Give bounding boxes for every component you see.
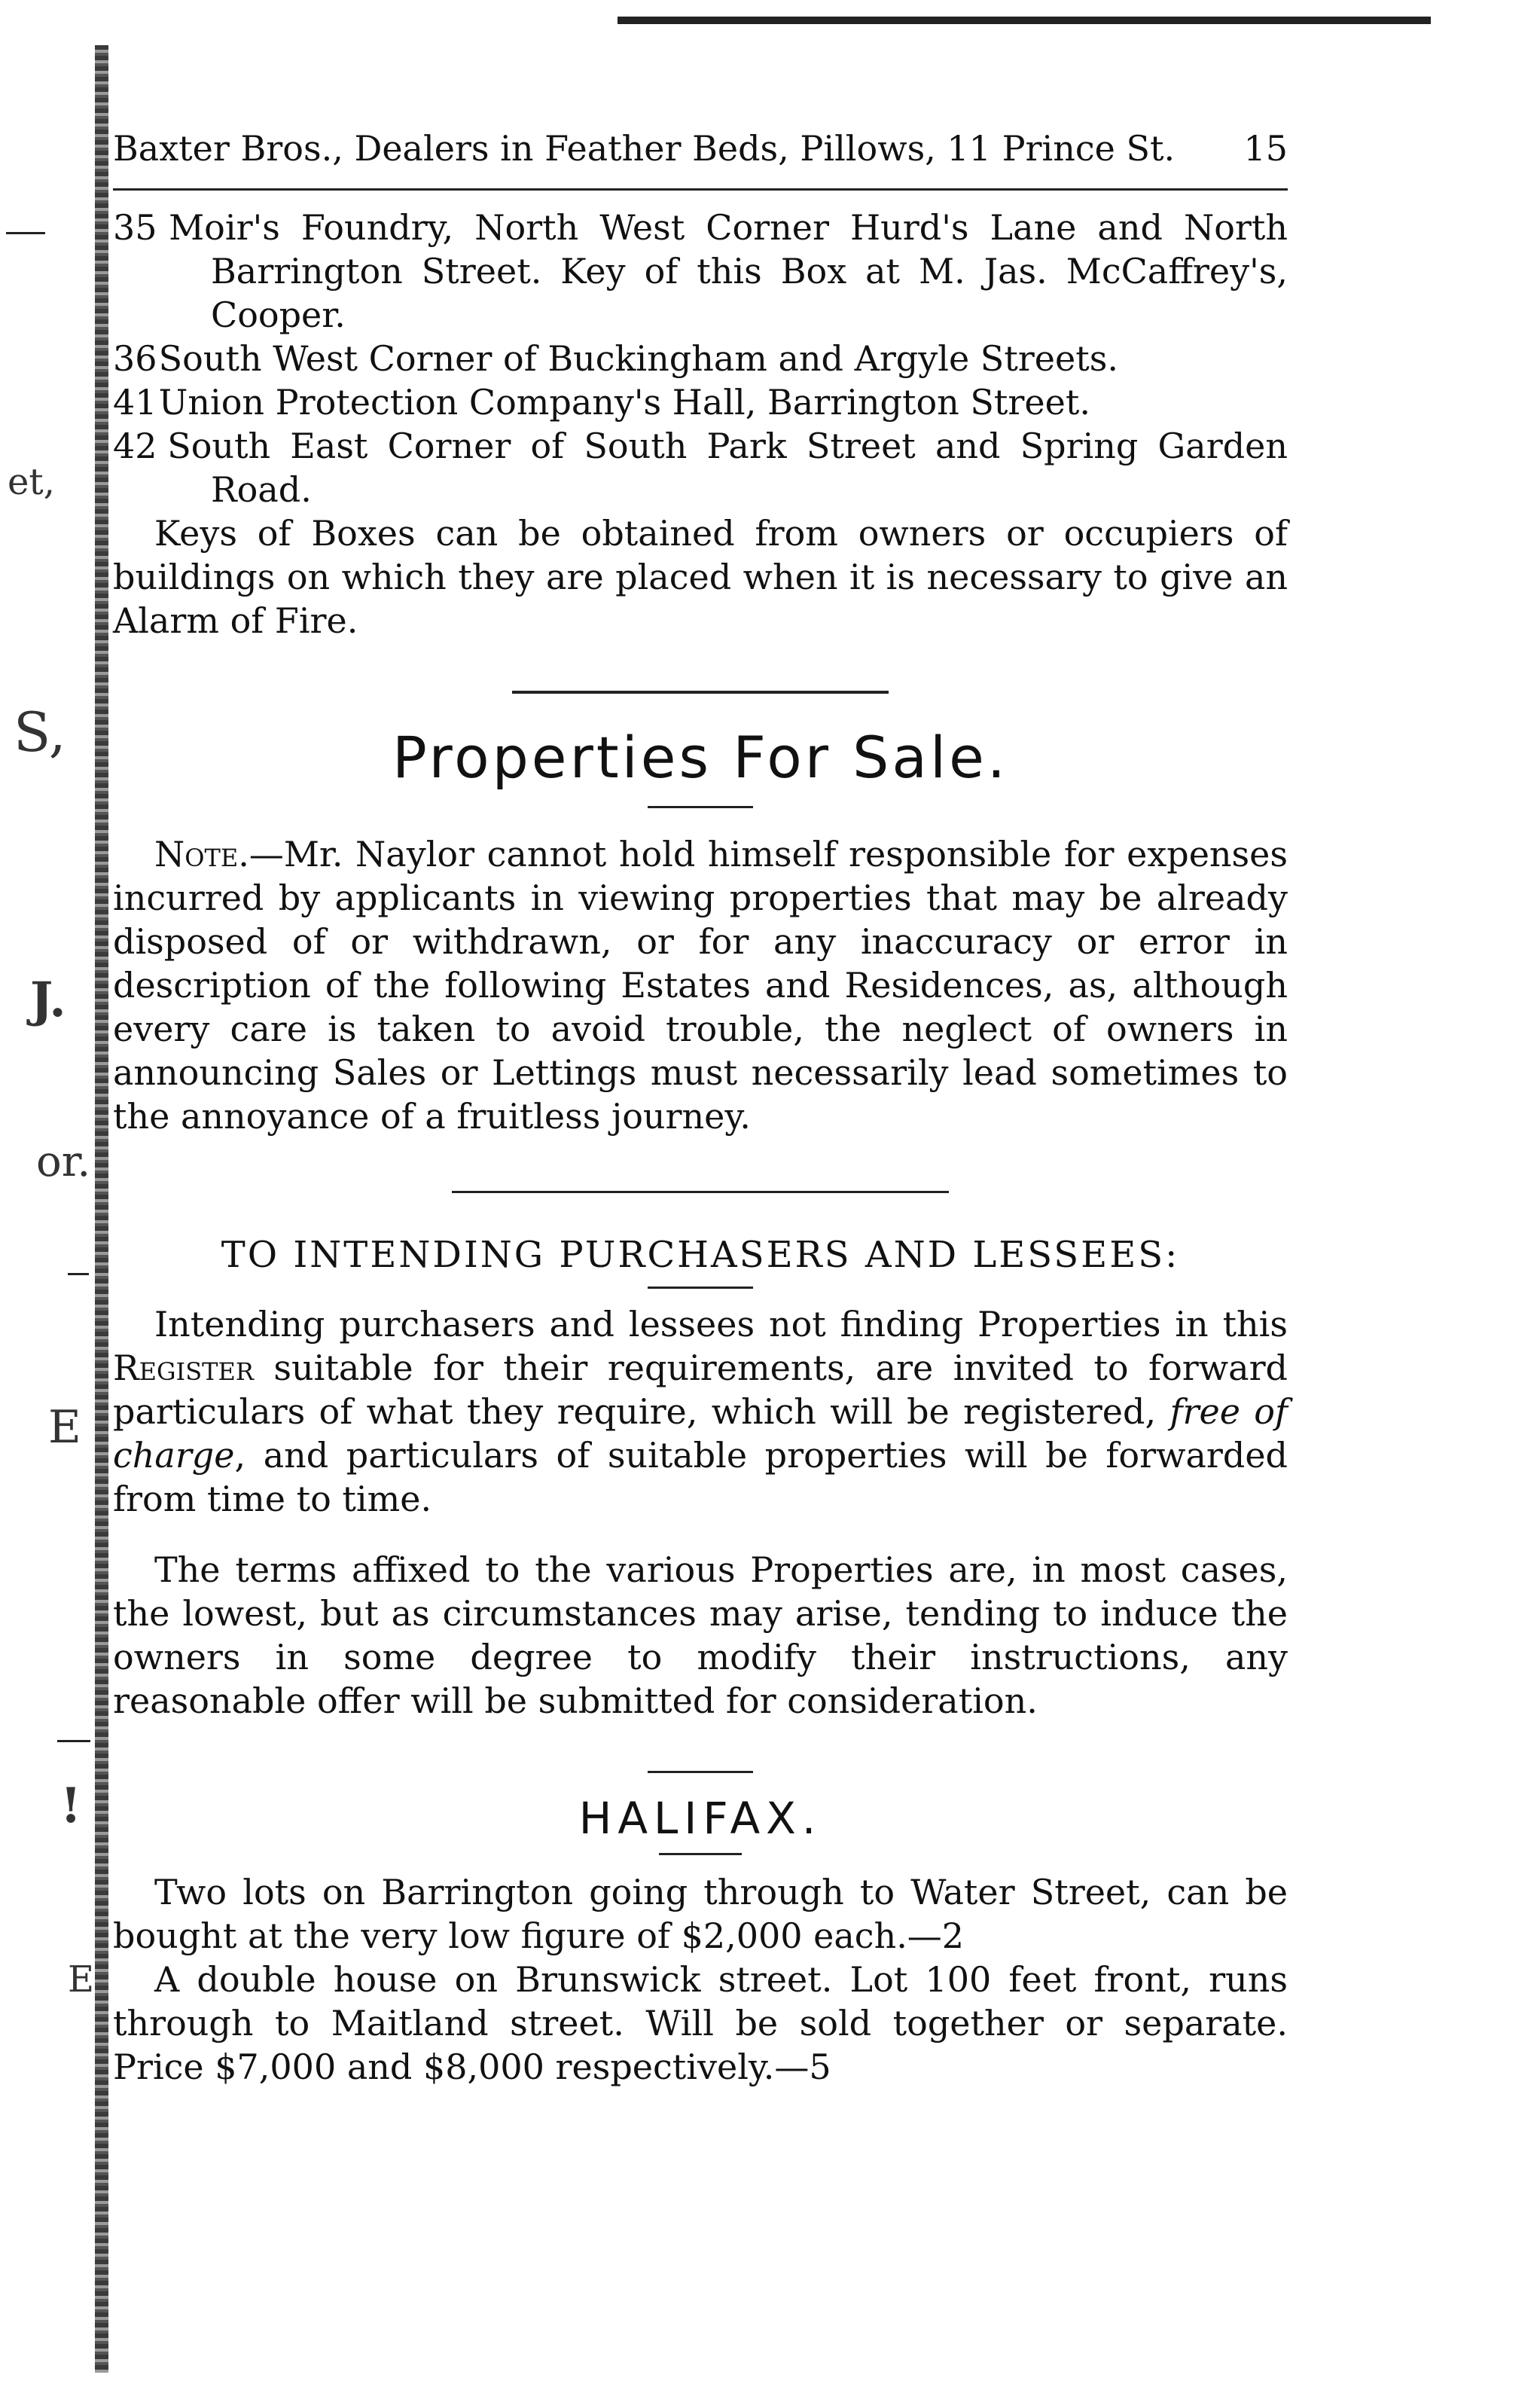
heading-underline bbox=[648, 1287, 753, 1289]
keys-note: Keys of Boxes can be obtained from owners or occupiers of buildings on which they are placed when it is necessary to give an Alarm of Fire. bbox=[113, 513, 1288, 641]
section-divider bbox=[452, 1191, 949, 1193]
box-number: 42 bbox=[113, 426, 157, 466]
intending-heading: TO INTENDING PURCHASERS AND LESSEES: bbox=[221, 1234, 1180, 1276]
running-head-text: Baxter Bros., Dealers in Feather Beds, Pillows, 11 Prince St. bbox=[113, 128, 1176, 169]
list-item bbox=[113, 424, 1288, 511]
intending-paragraph bbox=[113, 1302, 1288, 1521]
margin-fragment: E bbox=[68, 1958, 95, 2001]
listing-item: Two lots on Barrington going through to Water Street, can be bought at the very low figure of $2,000 each.—2 bbox=[113, 1872, 1288, 1956]
margin-fragment: E bbox=[48, 1401, 81, 1454]
halifax-heading: HALIFAX. bbox=[578, 1793, 822, 1844]
register-word: Register bbox=[113, 1348, 254, 1388]
section-title: Properties For Sale. bbox=[392, 724, 1008, 791]
margin-fragment: S, bbox=[14, 701, 66, 764]
terms-paragraph: The terms affixed to the various Properties are, in most cases, the lowest, but as circumstances may arise, tending to induce the owners in some degree to modify their instructions, any reasonable offer will be submitted for consideration. bbox=[113, 1549, 1288, 1721]
note-text: —Mr. Naylor cannot hold himself responsible for expenses incurred by applicants in viewing properties that may be already disposed of or withdrawn, or for any inaccuracy or error in description of the following Estates and Residences, as, although every care is taken to avoid trouble, the neglect of owners in announcing Sales or Lettings must necessarily lead sometimes to the annoyance of a fruitless journey. bbox=[113, 834, 1288, 1137]
margin-dash bbox=[6, 232, 45, 234]
paragraph-text: , and particulars of suitable properties will be forwarded from time to time. bbox=[113, 1435, 1288, 1519]
page-content bbox=[113, 128, 1288, 2089]
list-item bbox=[113, 380, 1288, 424]
binding-edge bbox=[95, 45, 108, 2373]
disclaimer-note bbox=[113, 832, 1288, 1138]
box-number: 36 bbox=[113, 338, 157, 379]
margin-dash bbox=[57, 1740, 90, 1742]
margin-fragment: or. bbox=[36, 1137, 91, 1186]
page-number: 15 bbox=[1243, 128, 1288, 169]
list-item bbox=[113, 206, 1288, 337]
alarm-box-list bbox=[113, 206, 1288, 511]
list-item bbox=[113, 337, 1288, 380]
box-location: Union Protection Company's Hall, Barrington Street. bbox=[158, 382, 1090, 423]
section-divider bbox=[512, 691, 889, 694]
margin-fragment: ! bbox=[60, 1778, 82, 1834]
box-location: South East Corner of South Park Street and Spring Garden Road. bbox=[167, 426, 1288, 510]
margin-fragment: et, bbox=[8, 461, 55, 503]
head-rule bbox=[113, 188, 1288, 191]
running-head bbox=[113, 128, 1288, 169]
heading-underline bbox=[659, 1853, 742, 1855]
margin-dash bbox=[68, 1273, 89, 1275]
box-number: 35 bbox=[113, 207, 157, 248]
section-divider bbox=[648, 1771, 753, 1773]
title-underline bbox=[648, 806, 753, 808]
listing-item: A double house on Brunswick street. Lot 100 feet front, runs through to Maitland street. Will be sold together or separate. Price $7,000 and $8,000 respectively.—5 bbox=[113, 1959, 1288, 2087]
note-label: Note. bbox=[154, 834, 249, 874]
paragraph-text: Intending purchasers and lessees not finding Properties in this bbox=[154, 1304, 1288, 1345]
box-number: 41 bbox=[113, 382, 157, 423]
box-location: South West Corner of Buckingham and Argyle Streets. bbox=[158, 338, 1118, 379]
free-of-charge: free of charge bbox=[113, 1391, 1288, 1476]
margin-fragment: J. bbox=[30, 972, 66, 1028]
paragraph-text: suitable for their requirements, are invited to forward particulars of what they require, which will be registered, bbox=[113, 1348, 1288, 1432]
box-location: Moir's Foundry, North West Corner Hurd's Lane and North Barrington Street. Key of this Box at M. Jas. McCaffrey's, Cooper. bbox=[169, 207, 1288, 335]
top-decorative-rule bbox=[618, 17, 1431, 24]
